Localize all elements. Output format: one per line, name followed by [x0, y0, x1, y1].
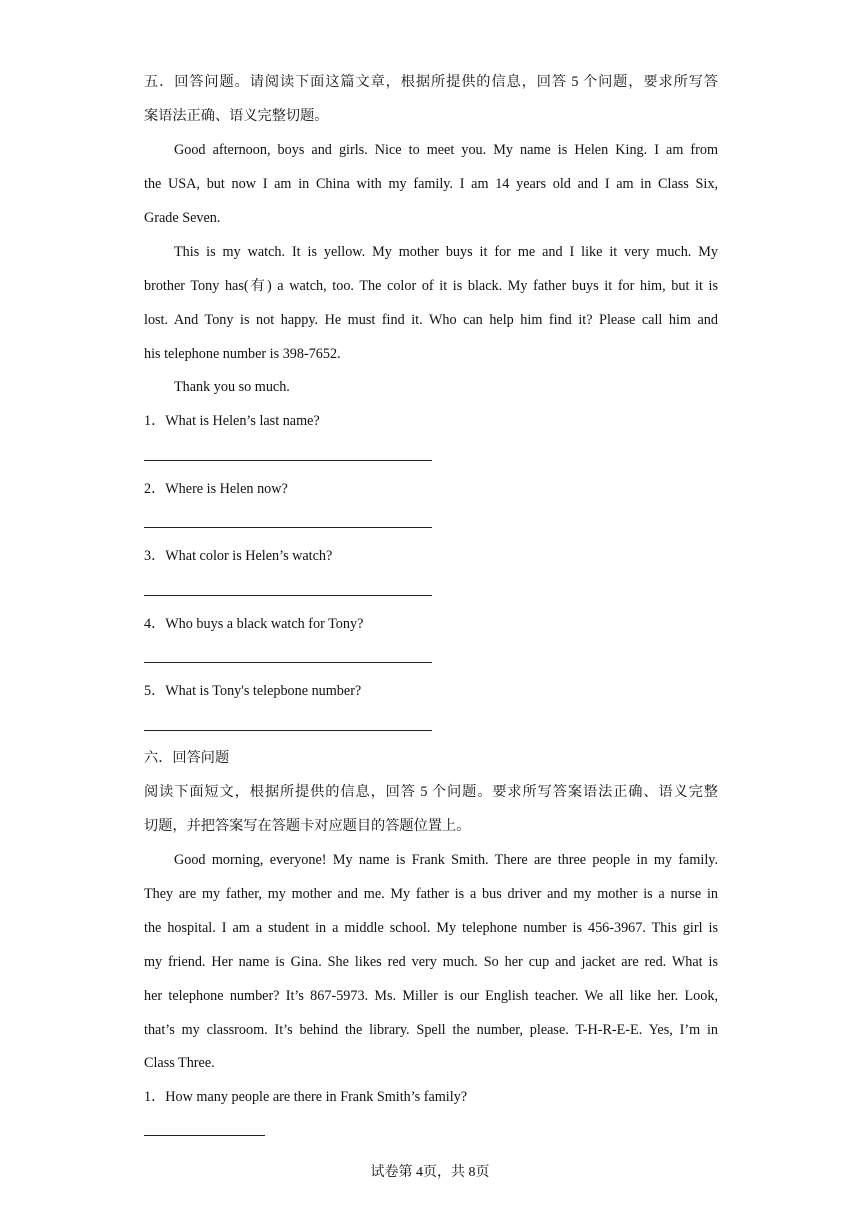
- section6-instruction: 阅读下面短文，根据所提供的信息，回答 5 个问题。要求所写答案语法正确、语义完整: [144, 784, 718, 800]
- passage-line: Class Three.: [144, 1055, 215, 1071]
- section5-heading-cont: 案语法正确、语义完整切题。: [144, 108, 329, 124]
- passage-line: They are my father, my mother and me. My father is a bus driver and my mother is a nurse in: [144, 886, 718, 902]
- answer-line[interactable]: [144, 730, 432, 731]
- section6-instruction: 切题，并把答案写在答题卡对应题目的答题位置上。: [144, 818, 471, 834]
- passage-line: his telephone number is 398-7652.: [144, 346, 341, 362]
- question: 4．Who buys a black watch for Tony?: [144, 616, 364, 632]
- passage-line: her telephone number? It’s 867-5973. Ms. Miller is our English teacher. We all like her. Look,: [144, 988, 718, 1004]
- passage-line: my friend. Her name is Gina. She likes red very much. So her cup and jacket are red. What is: [144, 954, 718, 970]
- passage-line: the USA, but now I am in China with my family. I am 14 years old and I am in Class Six,: [144, 176, 718, 192]
- answer-line[interactable]: [144, 460, 432, 461]
- passage-line: Grade Seven.: [144, 210, 221, 226]
- passage-line: This is my watch. It is yellow. My mother buys it for me and I like it very much. My: [174, 244, 718, 260]
- passage-line: brother Tony has(有) a watch, too. The color of it is black. My father buys it for him, but it is: [144, 278, 718, 294]
- question: 1．How many people are there in Frank Smith’s family?: [144, 1089, 468, 1105]
- answer-line[interactable]: [144, 1135, 265, 1136]
- answer-line[interactable]: [144, 595, 432, 596]
- section5-heading: 五．回答问题。请阅读下面这篇文章，根据所提供的信息，回答 5 个问题，要求所写答: [144, 74, 718, 90]
- question: 5．What is Tony's telepbone number?: [144, 683, 362, 699]
- passage-line: Good morning, everyone! My name is Frank Smith. There are three people in my family.: [174, 852, 718, 868]
- section6-heading: 六．回答问题: [144, 750, 230, 766]
- question: 3．What color is Helen’s watch?: [144, 548, 333, 564]
- answer-line[interactable]: [144, 662, 432, 663]
- page-footer: 试卷第 4页，共 8页: [370, 1165, 490, 1180]
- passage-line: Thank you so much.: [174, 379, 290, 395]
- passage-line: the hospital. I am a student in a middle school. My telephone number is 456-3967. This girl is: [144, 920, 718, 936]
- question: 1．What is Helen’s last name?: [144, 413, 320, 429]
- passage-line: that’s my classroom. It’s behind the library. Spell the number, please. T-H-R-E-E. Yes, I’m in: [144, 1022, 718, 1038]
- passage-line: Good afternoon, boys and girls. Nice to meet you. My name is Helen King. I am from: [174, 142, 718, 158]
- passage-line: lost. And Tony is not happy. He must find it. Who can help him find it? Please call him and: [144, 312, 718, 328]
- answer-line[interactable]: [144, 527, 432, 528]
- question: 2．Where is Helen now?: [144, 481, 288, 497]
